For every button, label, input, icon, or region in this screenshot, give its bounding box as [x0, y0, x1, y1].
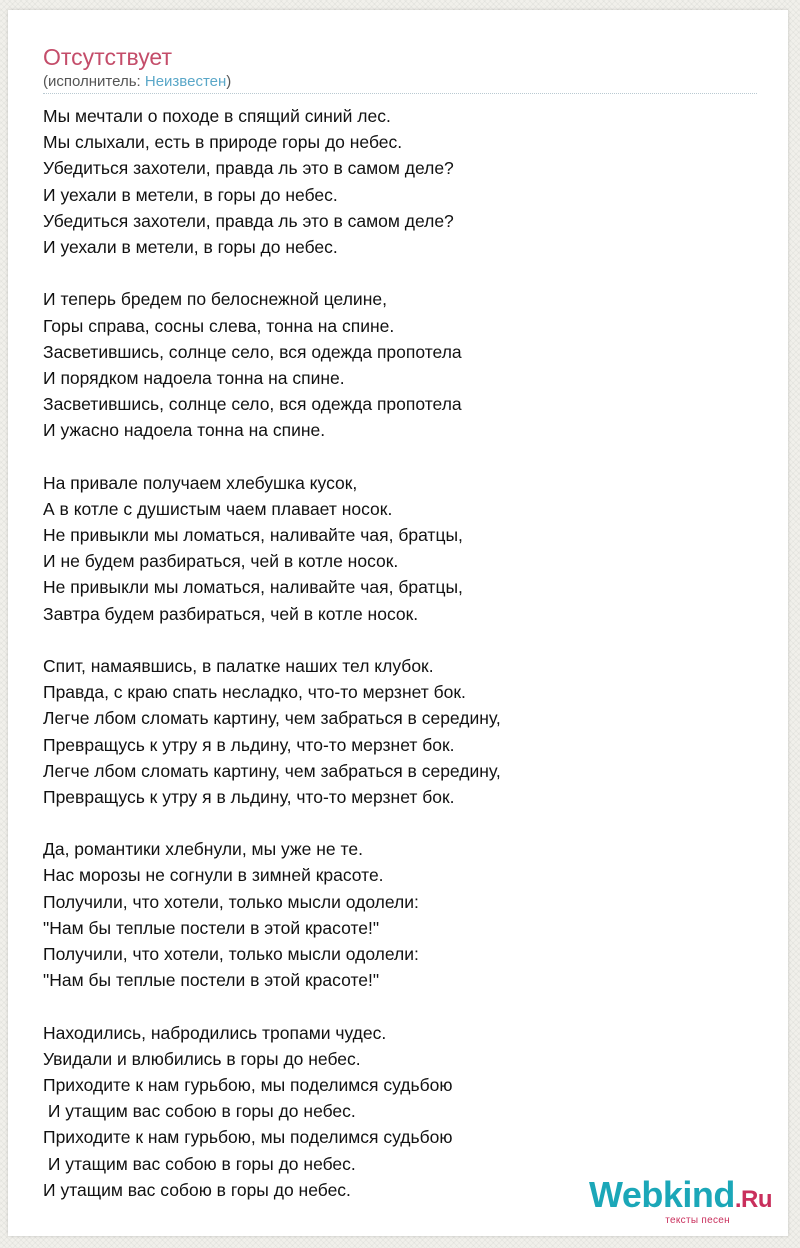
lyrics-body [43, 103, 763, 1203]
lyric-line: Убедиться захотели, правда ль это в самом деле? [43, 158, 454, 179]
artist-prefix: (исполнитель: [43, 73, 145, 90]
stanza-break [43, 993, 763, 1019]
logo-tagline: тексты песен [665, 1215, 730, 1226]
lyric-line: Засветившись, солнце село, вся одежда пропотела [43, 341, 462, 362]
lyric-line: И не будем разбираться, чей в котле носок. [43, 551, 399, 572]
lyric-line: "Нам бы теплые постели в этой красоте!" [43, 917, 380, 938]
artist-suffix: ) [226, 73, 232, 90]
lyric-line: И ужасно надоела тонна на спине. [43, 420, 326, 441]
lyric-line: Мы слыхали, есть в природе горы до небес. [43, 132, 403, 153]
song-title: Отсутствует [43, 44, 172, 70]
lyric-line: И утащим вас собою в горы до небес. [43, 1153, 356, 1174]
lyric-line: Легче лбом сломать картину, чем забраться в середину, [43, 760, 501, 781]
lyric-line: Приходите к нам гурьбою, мы поделимся судьбою [43, 1127, 453, 1148]
lyric-line: Получили, что хотели, только мысли одолели: [43, 891, 419, 912]
lyric-line: Получили, что хотели, только мысли одолели: [43, 944, 419, 964]
lyric-line: И уехали в метели, в горы до небес. [43, 184, 338, 205]
lyric-line: Увидали и влюбились в горы до небес. [43, 1048, 361, 1069]
lyric-line: "Нам бы теплые постели в этой красоте!" [43, 970, 380, 991]
logo-wordmark [588, 1174, 772, 1218]
title-divider [43, 93, 757, 94]
lyric-line: Превращусь к утру я в льдину, что-то мерзнет бок. [43, 786, 455, 807]
lyric-line: Не привыкли мы ломаться, наливайте чая, братцы, [43, 525, 463, 545]
lyric-line: Завтра будем разбираться, чей в котле носок. [43, 603, 419, 624]
lyric-line: А в котле с душистым чаем плавает носок. [43, 498, 393, 519]
stanza-break [43, 260, 763, 286]
lyric-line: Легче лбом сломать картину, чем забраться в середину, [43, 708, 501, 729]
lyric-line: Не привыкли мы ломаться, наливайте чая, братцы, [43, 577, 463, 598]
lyric-line: И порядком надоела тонна на спине. [43, 367, 345, 388]
lyric-line: Засветившись, солнце село, вся одежда пропотела [43, 394, 462, 415]
lyric-line: Да, романтики хлебнули, мы уже не те. [43, 839, 363, 860]
lyric-line: И уехали в метели, в горы до небес. [43, 236, 338, 257]
site-logo[interactable] [588, 1174, 772, 1226]
stanza-break [43, 627, 763, 653]
lyric-line: Мы мечтали о походе в спящий синий лес. [43, 106, 391, 126]
logo-brand: Webkind [588, 1174, 735, 1215]
lyric-line: И теперь бредем по белоснежной целине, [43, 289, 387, 310]
lyric-line: И утащим вас собою в горы до небес. [43, 1179, 351, 1200]
lyric-line: Горы справа, сосны слева, тонна на спине. [43, 315, 395, 336]
logo-tld: .Ru [734, 1186, 772, 1213]
lyric-line: Приходите к нам гурьбою, мы поделимся судьбою [43, 1074, 453, 1095]
lyric-line: Превращусь к утру я в льдину, что-то мерзнет бок. [43, 734, 455, 755]
lyric-line: И утащим вас собою в горы до небес. [43, 1101, 356, 1122]
artist-line [43, 73, 231, 91]
stanza-break [43, 810, 763, 836]
lyric-line: Убедиться захотели, правда ль это в самом деле? [43, 210, 454, 231]
stanza-break [43, 443, 763, 469]
lyric-line: Находились, набродились тропами чудес. [43, 1022, 387, 1043]
lyric-line: На привале получаем хлебушка кусок, [43, 472, 358, 493]
lyric-line: Правда, с краю спать несладко, что-то мерзнет бок. [43, 682, 466, 703]
lyric-line: Спит, намаявшись, в палатке наших тел клубок. [43, 655, 434, 676]
artist-link[interactable]: Неизвестен [144, 73, 227, 90]
lyric-line: Нас морозы не согнули в зимней красоте. [43, 865, 384, 886]
